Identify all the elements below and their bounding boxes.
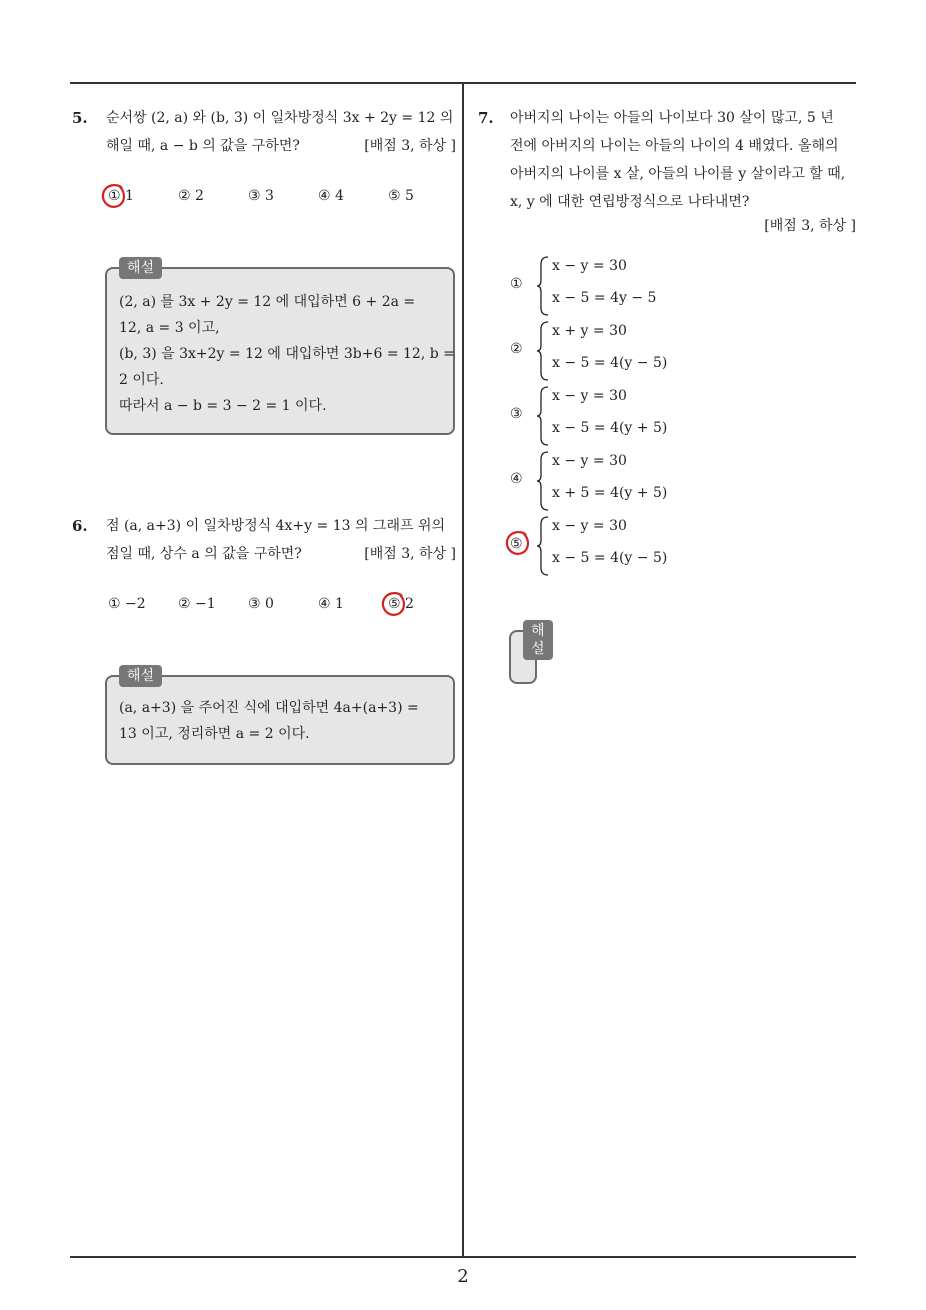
choice-label: ④ xyxy=(510,471,523,487)
choice-2[interactable] xyxy=(510,317,710,381)
choice-label: ③ xyxy=(510,406,523,422)
solution-box-5 xyxy=(105,260,455,435)
page-number: 2 xyxy=(457,1266,469,1287)
solution-tag: 해설 xyxy=(119,257,162,279)
solution-line: 13 이고, 정리하면 a = 2 이다. xyxy=(119,726,310,742)
choice-label: ① −2 xyxy=(108,596,146,612)
question-text-line: 해일 때, a − b 의 값을 구하면? xyxy=(106,138,300,154)
choice-label: ② 2 xyxy=(178,188,204,204)
equation-1: x − y = 30 xyxy=(552,453,627,469)
choice-label: ④ 1 xyxy=(318,596,344,612)
equation-2: x − 5 = 4(y − 5) xyxy=(552,550,668,566)
choice-label: ② xyxy=(510,341,523,357)
choice-5[interactable] xyxy=(510,512,710,576)
equation-2: x + 5 = 4(y + 5) xyxy=(552,485,668,501)
question-text-line: 전에 아버지의 나이는 아들의 나이의 4 배였다. 올해의 xyxy=(510,138,839,154)
question-text-line: 순서쌍 (2, a) 와 (b, 3) 이 일차방정식 3x + 2y = 12 의 xyxy=(106,110,454,126)
choice-label: ③ 3 xyxy=(248,188,274,204)
question-7 xyxy=(478,104,856,244)
choice-5[interactable] xyxy=(388,182,458,210)
choice-3[interactable] xyxy=(248,182,318,210)
question-number: 6. xyxy=(72,517,88,535)
score-label: [배점 3, 하상 ] xyxy=(364,546,456,562)
equation-1: x − y = 30 xyxy=(552,258,627,274)
question-number: 5. xyxy=(72,109,88,127)
question-text-line: 점일 때, 상수 a 의 값을 구하면? xyxy=(106,546,302,562)
score-label: [배점 3, 하상 ] xyxy=(364,138,456,154)
brace-icon xyxy=(536,386,550,446)
question-6 xyxy=(72,512,456,632)
choice-4[interactable] xyxy=(510,447,710,511)
choice-label: ④ 4 xyxy=(318,188,344,204)
solution-tag: 해설 xyxy=(523,620,553,660)
score-label: [배점 3, 하상 ] xyxy=(764,218,856,234)
choice-label: ⑤ xyxy=(510,536,523,552)
question-text-line: 아버지의 나이는 아들의 나이보다 30 살이 많고, 5 년 xyxy=(510,110,834,126)
equation-1: x + y = 30 xyxy=(552,323,627,339)
choice-1[interactable] xyxy=(510,252,710,316)
choices xyxy=(108,590,458,618)
choice-label: ③ 0 xyxy=(248,596,274,612)
solution-line: 2 이다. xyxy=(119,372,164,388)
choice-label: ① xyxy=(510,276,523,292)
brace-icon xyxy=(536,451,550,511)
solution-line: (a, a+3) 을 주어진 식에 대입하면 4a+(a+3) = xyxy=(119,700,419,716)
solution-tag: 해설 xyxy=(119,665,162,687)
choices xyxy=(108,182,458,210)
choice-2[interactable] xyxy=(178,182,248,210)
choice-4[interactable] xyxy=(318,182,388,210)
solution-line: (b, 3) 을 3x+2y = 12 에 대입하면 3b+6 = 12, b = xyxy=(119,346,455,362)
choice-1[interactable] xyxy=(108,590,178,618)
equation-2: x − 5 = 4(y + 5) xyxy=(552,420,668,436)
brace-icon xyxy=(536,321,550,381)
equation-1: x − y = 30 xyxy=(552,388,627,404)
question-number: 7. xyxy=(478,109,494,127)
choice-label: ② −1 xyxy=(178,596,216,612)
brace-icon xyxy=(536,516,550,576)
equation-2: x − 5 = 4(y − 5) xyxy=(552,355,668,371)
choice-label: ⑤ 2 xyxy=(388,596,414,612)
solution-box-6 xyxy=(105,668,455,765)
choice-2[interactable] xyxy=(178,590,248,618)
solution-box-7 xyxy=(509,623,545,684)
equation-1: x − y = 30 xyxy=(552,518,627,534)
choice-3[interactable] xyxy=(510,382,710,446)
choice-5[interactable] xyxy=(388,590,458,618)
question-text-line: x, y 에 대한 연립방정식으로 나타내면? xyxy=(510,194,750,210)
solution-line: 12, a = 3 이고, xyxy=(119,320,220,336)
column-divider xyxy=(462,83,464,1258)
bottom-rule xyxy=(70,1256,856,1258)
question-text-line: 아버지의 나이를 x 살, 아들의 나이를 y 살이라고 할 때, xyxy=(510,166,846,182)
solution-line: (2, a) 를 3x + 2y = 12 에 대입하면 6 + 2a = xyxy=(119,294,416,310)
choice-4[interactable] xyxy=(318,590,388,618)
question-text-line: 점 (a, a+3) 이 일차방정식 4x+y = 13 의 그래프 위의 xyxy=(106,518,446,534)
choice-3[interactable] xyxy=(248,590,318,618)
solution-line: 따라서 a − b = 3 − 2 = 1 이다. xyxy=(119,398,327,414)
choice-1[interactable] xyxy=(108,182,178,210)
brace-icon xyxy=(536,256,550,316)
equation-2: x − 5 = 4y − 5 xyxy=(552,290,657,306)
choice-label: ① 1 xyxy=(108,188,134,204)
choice-label: ⑤ 5 xyxy=(388,188,414,204)
